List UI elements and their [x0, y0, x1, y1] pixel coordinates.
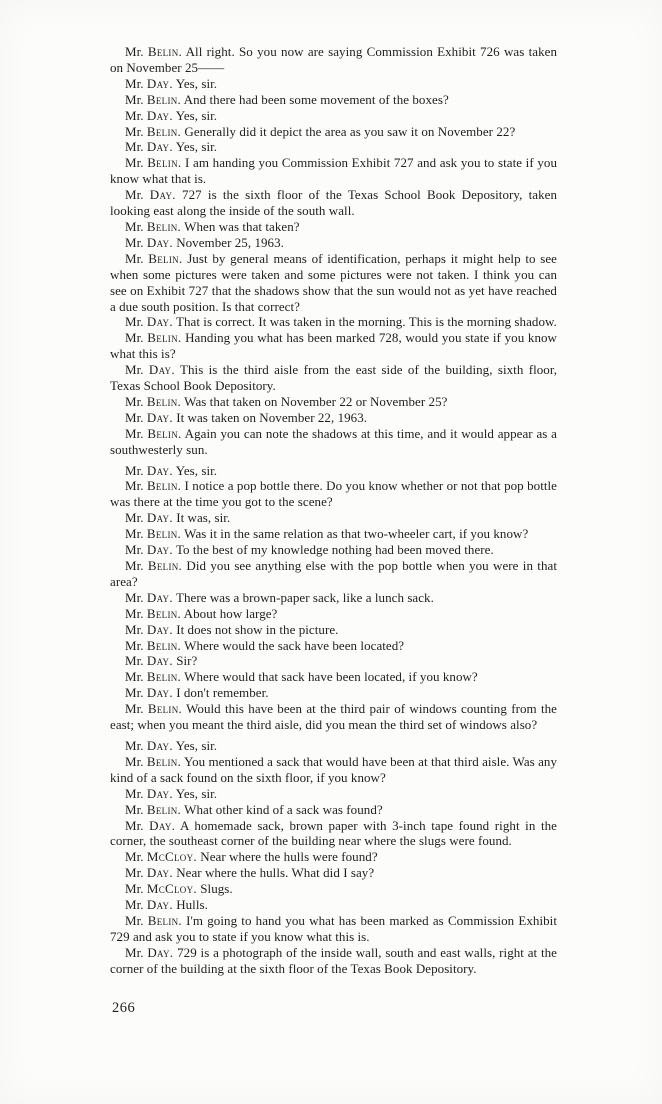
- transcript-paragraph: [110, 542, 557, 558]
- transcript-paragraph: [110, 653, 557, 669]
- transcript-paragraph: [110, 510, 557, 526]
- speaker-prefix: Mr.: [125, 526, 147, 542]
- entry-text: Near where the hulls. What did I say?: [172, 865, 375, 881]
- speaker-name: Belin.: [146, 637, 182, 653]
- entry-text: When was that taken?: [181, 218, 300, 234]
- speaker-name: Belin.: [147, 44, 183, 59]
- transcript-paragraph: [110, 738, 557, 754]
- transcript-paragraph: [110, 394, 557, 410]
- speaker-name: Belin.: [146, 801, 182, 817]
- entry-text: Yes, sir.: [172, 75, 218, 91]
- speaker-prefix: Mr.: [125, 393, 147, 409]
- entry-text: 729 is a photograph of the inside wall, south and east walls, right at the corner of the building at the sixth floor of the Texas Book Depository.: [110, 944, 557, 976]
- transcript-paragraph: [110, 108, 557, 124]
- transcript-paragraph: [110, 155, 557, 187]
- speaker-prefix: Mr.: [125, 542, 147, 558]
- entry-text: You mentioned a sack that would have been at that third aisle. Was any kind of a sack found on the sixth floor, if you know?: [110, 753, 557, 785]
- speaker-prefix: Mr.: [125, 462, 147, 478]
- transcript-paragraph: [110, 701, 557, 733]
- entry-text: And there had been some movement of the boxes?: [181, 91, 449, 107]
- speaker-name: Belin.: [147, 155, 182, 171]
- transcript: [110, 44, 557, 977]
- speaker-name: Day.: [146, 653, 173, 669]
- entry-text: There was a brown-paper sack, like a lunch sack.: [172, 589, 434, 605]
- speaker-name: Belin.: [147, 330, 182, 346]
- speaker-prefix: Mr.: [125, 218, 147, 234]
- transcript-paragraph: [110, 124, 557, 140]
- transcript-paragraph: [110, 945, 557, 977]
- speaker-name: Day.: [146, 510, 173, 526]
- speaker-name: Day.: [146, 542, 173, 558]
- entry-text: Where would that sack have been located, if you know?: [181, 669, 478, 685]
- speaker-prefix: Mr.: [125, 558, 148, 573]
- transcript-paragraph: [110, 251, 557, 315]
- entry-text: Yes, sir.: [172, 462, 218, 478]
- transcript-paragraph: [110, 590, 557, 606]
- speaker-name: Belin.: [147, 912, 182, 928]
- transcript-paragraph: [110, 622, 557, 638]
- speaker-name: Day.: [146, 107, 173, 123]
- speaker-prefix: Mr.: [125, 187, 150, 203]
- speaker-prefix: Mr.: [125, 912, 148, 928]
- transcript-paragraph: [110, 362, 557, 394]
- speaker-name: Day.: [146, 785, 173, 801]
- transcript-paragraph: [110, 426, 557, 458]
- speaker-name: Belin.: [147, 558, 183, 573]
- transcript-paragraph: [110, 219, 557, 235]
- speaker-prefix: Mr.: [125, 234, 147, 250]
- speaker-name: McCloy.: [146, 849, 197, 865]
- speaker-prefix: Mr.: [125, 409, 147, 425]
- transcript-paragraph: [110, 786, 557, 802]
- speaker-name: Belin.: [146, 478, 182, 494]
- entry-text: I'm going to hand you what has been marked as Commission Exhibit 729 and ask you to state if you know what this is.: [110, 912, 557, 944]
- entry-text: It does not show in the picture.: [172, 621, 339, 637]
- speaker-name: Belin.: [146, 218, 182, 234]
- transcript-paragraph: [110, 526, 557, 542]
- entry-text: Again you can note the shadows at this time, and it would appear as a southwesterly sun.: [110, 425, 557, 457]
- speaker-name: Day.: [146, 314, 173, 330]
- speaker-prefix: Mr.: [125, 123, 147, 139]
- entry-text: I am handing you Commission Exhibit 727 and ask you to state if you know what that is.: [110, 155, 557, 187]
- speaker-name: Day.: [146, 409, 173, 425]
- transcript-paragraph: [110, 410, 557, 426]
- entry-text: All right. So you now are saying Commission Exhibit 726 was taken on November 25——: [110, 44, 557, 75]
- speaker-name: Belin.: [146, 393, 182, 409]
- speaker-prefix: Mr.: [125, 155, 148, 171]
- transcript-paragraph: [110, 897, 557, 913]
- entry-text: Yes, sir.: [172, 107, 218, 123]
- entry-text: A homemade sack, brown paper with 3-inch tape found right in the corner, the southeast corner of the building near where the slugs were found.: [110, 817, 557, 849]
- transcript-paragraph: [110, 139, 557, 155]
- transcript-paragraph: [110, 881, 557, 897]
- speaker-name: Day.: [146, 685, 173, 701]
- speaker-name: Belin.: [146, 669, 182, 685]
- transcript-paragraph: [110, 235, 557, 251]
- speaker-prefix: Mr.: [125, 362, 149, 378]
- entry-text: Hulls.: [172, 897, 208, 913]
- speaker-prefix: Mr.: [125, 737, 147, 753]
- entry-text: This is the third aisle from the east side of the building, sixth floor, Texas School Book Depository.: [110, 362, 557, 394]
- entry-text: It was taken on November 22, 1963.: [172, 409, 368, 425]
- speaker-prefix: Mr.: [125, 314, 147, 330]
- entry-text: Yes, sir.: [172, 139, 218, 155]
- speaker-prefix: Mr.: [125, 621, 147, 637]
- speaker-prefix: Mr.: [125, 605, 147, 621]
- entry-text: Would this have been at the third pair of windows counting from the east; when you meant the third aisle, did you mean the third set of windows also?: [110, 701, 557, 733]
- transcript-paragraph: [110, 685, 557, 701]
- transcript-paragraph: [110, 478, 557, 510]
- transcript-paragraph: [110, 92, 557, 108]
- speaker-prefix: Mr.: [125, 44, 148, 59]
- entry-text: I notice a pop bottle there. Do you know whether or not that pop bottle was there at the time you got to the scene?: [110, 478, 558, 510]
- transcript-paragraph: [110, 818, 557, 850]
- entry-text: Sir?: [172, 653, 198, 669]
- transcript-paragraph: [110, 754, 557, 786]
- transcript-paragraph: [110, 558, 557, 590]
- speaker-name: Belin.: [146, 753, 182, 769]
- speaker-prefix: Mr.: [125, 944, 148, 960]
- speaker-name: Belin.: [146, 526, 182, 542]
- entry-text: Was that taken on November 22 or November 25?: [181, 393, 448, 409]
- speaker-prefix: Mr.: [125, 589, 147, 605]
- transcript-paragraph: [110, 187, 557, 219]
- transcript-paragraph: [110, 314, 557, 330]
- speaker-name: Day.: [149, 187, 176, 203]
- speaker-prefix: Mr.: [125, 849, 147, 865]
- speaker-prefix: Mr.: [125, 637, 147, 653]
- speaker-prefix: Mr.: [125, 685, 147, 701]
- entry-text: What other kind of a sack was found?: [181, 801, 383, 817]
- transcript-paragraph: [110, 865, 557, 881]
- entry-text: November 25, 1963.: [172, 234, 284, 250]
- speaker-prefix: Mr.: [125, 478, 147, 494]
- speaker-name: Belin.: [146, 605, 182, 621]
- transcript-paragraph: [110, 849, 557, 865]
- entry-text: I don't remember.: [172, 685, 269, 701]
- speaker-name: Day.: [146, 897, 173, 913]
- entry-text: That is correct. It was taken in the morning. This is the morning shadow.: [172, 314, 557, 330]
- speaker-prefix: Mr.: [125, 330, 148, 346]
- entry-text: Did you see anything else with the pop bottle when you were in that area?: [110, 558, 558, 589]
- entry-text: Near where the hulls were found?: [196, 849, 378, 865]
- speaker-name: Day.: [146, 589, 173, 605]
- speaker-prefix: Mr.: [125, 897, 147, 913]
- speaker-name: Day.: [149, 817, 176, 833]
- transcript-paragraph: [110, 669, 557, 685]
- entry-text: Yes, sir.: [172, 785, 218, 801]
- entry-text: About how large?: [181, 605, 278, 621]
- entry-text: Was it in the same relation as that two-wheeler cart, if you know?: [181, 526, 529, 542]
- speaker-prefix: Mr.: [125, 701, 148, 717]
- speaker-name: Belin.: [147, 701, 183, 717]
- speaker-name: Day.: [146, 865, 173, 881]
- transcript-paragraph: [110, 76, 557, 92]
- speaker-prefix: Mr.: [125, 653, 147, 669]
- speaker-prefix: Mr.: [125, 817, 150, 833]
- speaker-name: Day.: [147, 944, 174, 960]
- speaker-name: Day.: [146, 621, 173, 637]
- transcript-paragraph: [110, 330, 557, 362]
- entry-text: Handing you what has been marked 728, would you state if you know what this is?: [110, 330, 557, 362]
- entry-text: Just by general means of identification, perhaps it might help to see when some pictures were taken and some pictures were not taken. I think you can see on Exhibit 727 that the shadows show that the sun would not as yet have reached a due south position. Is that correct?: [110, 250, 557, 314]
- entry-text: Where would the sack have been located?: [181, 637, 405, 653]
- speaker-prefix: Mr.: [125, 75, 147, 91]
- transcript-paragraph: [110, 638, 557, 654]
- speaker-name: Day.: [146, 737, 173, 753]
- transcript-paragraph: [110, 463, 557, 479]
- entry-text: 727 is the sixth floor of the Texas School Book Depository, taken looking east along the inside of the south wall.: [110, 187, 557, 219]
- transcript-paragraph: [110, 44, 557, 76]
- entry-text: Generally did it depict the area as you saw it on November 22?: [181, 123, 516, 139]
- transcript-paragraph: [110, 606, 557, 622]
- transcript-paragraph: [110, 802, 557, 818]
- speaker-name: McCloy.: [146, 881, 197, 897]
- speaker-prefix: Mr.: [125, 785, 147, 801]
- speaker-prefix: Mr.: [125, 139, 147, 155]
- speaker-name: Day.: [146, 75, 173, 91]
- speaker-prefix: Mr.: [125, 91, 147, 107]
- speaker-name: Day.: [146, 462, 173, 478]
- speaker-prefix: Mr.: [125, 753, 147, 769]
- speaker-name: Day.: [148, 362, 175, 378]
- speaker-prefix: Mr.: [125, 801, 147, 817]
- speaker-name: Day.: [146, 139, 173, 155]
- speaker-prefix: Mr.: [125, 669, 147, 685]
- speaker-name: Belin.: [146, 123, 182, 139]
- speaker-prefix: Mr.: [125, 425, 148, 441]
- transcript-paragraph: [110, 913, 557, 945]
- speaker-prefix: Mr.: [125, 881, 147, 897]
- speaker-name: Belin.: [148, 250, 183, 266]
- speaker-name: Belin.: [147, 425, 182, 441]
- speaker-prefix: Mr.: [125, 250, 149, 266]
- speaker-prefix: Mr.: [125, 107, 147, 123]
- page-number: 266: [112, 1000, 136, 1016]
- entry-text: Slugs.: [196, 881, 233, 897]
- speaker-prefix: Mr.: [125, 865, 147, 881]
- speaker-prefix: Mr.: [125, 510, 147, 526]
- entry-text: Yes, sir.: [172, 737, 218, 753]
- speaker-name: Day.: [146, 234, 173, 250]
- entry-text: It was, sir.: [172, 510, 231, 526]
- speaker-name: Belin.: [146, 91, 182, 107]
- entry-text: To the best of my knowledge nothing had been moved there.: [172, 542, 494, 558]
